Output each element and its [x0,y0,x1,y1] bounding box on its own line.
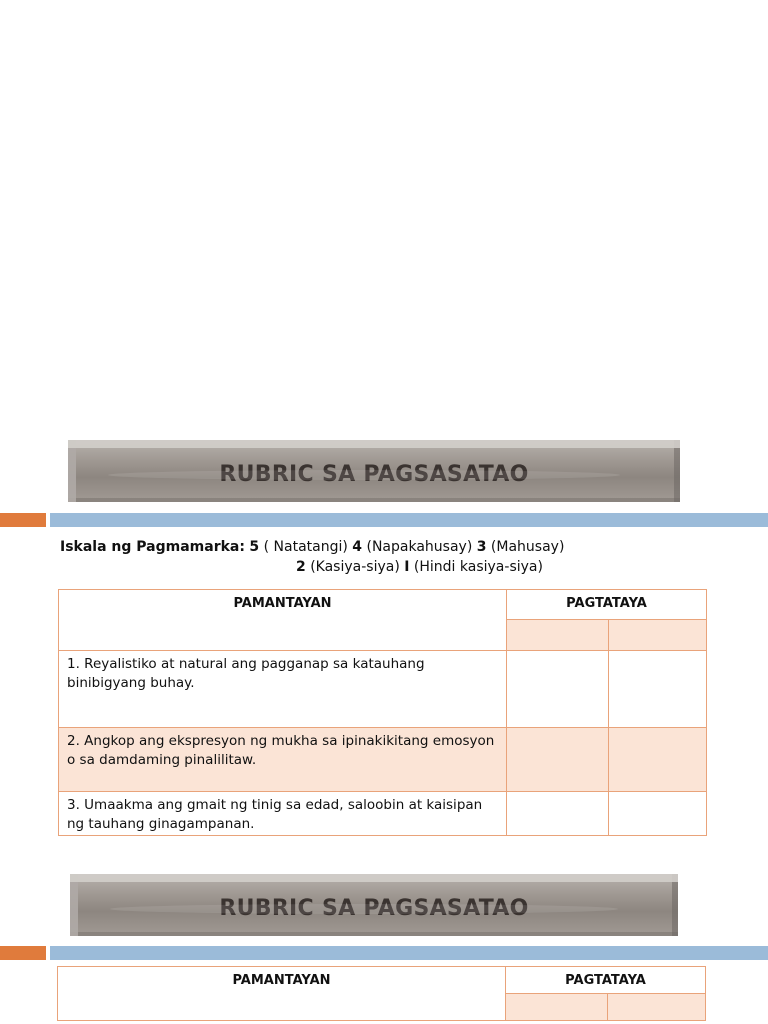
rubric-table-1 [58,589,707,836]
score-cell[interactable] [507,728,609,792]
grading-scale [60,537,564,577]
divider-bar-1 [0,513,768,527]
divider-bar-2 [0,946,768,960]
scale-num: 4 [352,539,363,555]
scale-text: ( Natatangi) [259,539,353,555]
score-subheader-cell [609,620,707,651]
score-subheader-cell [506,994,608,1021]
slide-banner-2 [70,874,678,936]
scale-text: (Mahusay) [486,539,565,555]
scale-num: 5 [249,539,260,555]
banner-title: RUBRIC SA PAGSASATAO [219,895,529,921]
header-score: PAGTATAYA [506,967,706,994]
divider-orange [0,513,46,527]
score-subheader-cell [608,994,706,1021]
scale-text: (Kasiya-siya) [305,559,405,575]
scale-text: (Hindi kasiya-siya) [409,559,543,575]
rubric-table-2 [57,966,706,1021]
scale-line-2 [60,557,564,577]
divider-blue [50,513,768,527]
score-cell[interactable] [609,792,707,836]
scale-num: 3 [476,539,487,555]
criteria-cell: 3. Umaakma ang gmait ng tinig sa edad, saloobin at kaisipan ng tauhang ginagampanan. [59,792,507,836]
scale-label: Iskala ng Pagmamarka: [60,539,245,555]
scale-num: 2 [296,559,306,575]
score-cell[interactable] [609,651,707,728]
score-cell[interactable] [507,792,609,836]
score-subheader-cell [507,620,609,651]
criteria-cell: 1. Reyalistiko at natural ang pagganap sa katauhang binibigyang buhay. [59,651,507,728]
scale-line-1 [60,537,564,557]
slide-banner-1 [68,440,680,502]
header-score: PAGTATAYA [507,590,707,620]
scale-text: (Napakahusay) [362,539,477,555]
criteria-cell: 2. Angkop ang ekspresyon ng mukha sa ipinakikitang emosyon o sa damdaming pinalilitaw. [59,728,507,792]
divider-orange [0,946,46,960]
banner-title: RUBRIC SA PAGSASATAO [219,461,529,487]
score-cell[interactable] [507,651,609,728]
header-criteria: PAMANTAYAN [59,590,507,651]
score-cell[interactable] [609,728,707,792]
divider-blue [50,946,768,960]
scale-num: I [404,559,410,575]
header-criteria: PAMANTAYAN [58,967,506,1021]
